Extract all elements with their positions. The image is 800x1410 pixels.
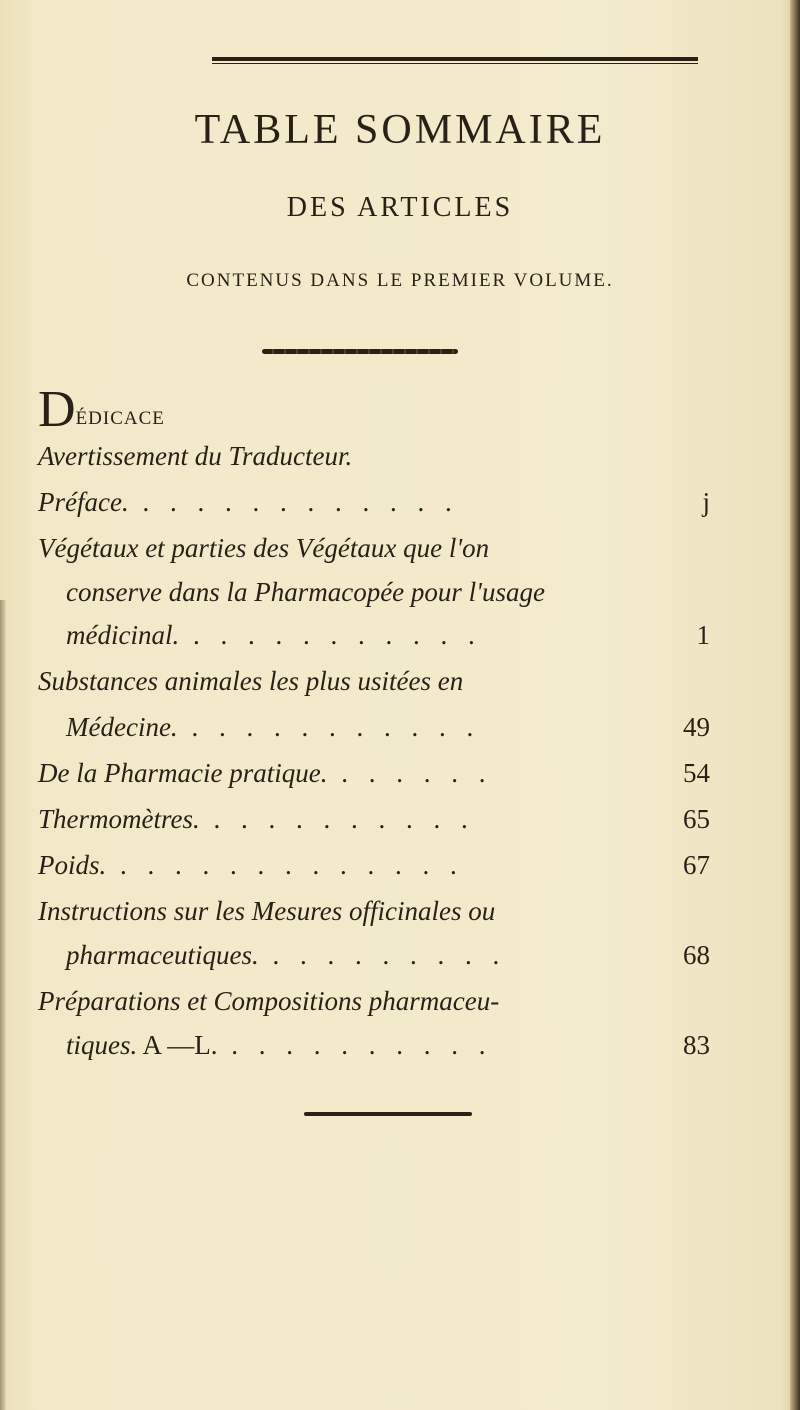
entry-page-number: 68 (683, 940, 710, 970)
entry-leader: . . . . . . . . . . (199, 804, 475, 834)
toc-entry (38, 433, 650, 479)
toc-entry (38, 479, 650, 525)
entry-page-number: 1 (696, 620, 710, 650)
entry-text: Substances animales les plus usitées en (38, 666, 464, 696)
toc-entry (38, 750, 650, 796)
entry-page-number: 54 (683, 758, 710, 788)
entry-page-number: 65 (683, 804, 710, 834)
entry-page-number: 83 (683, 1030, 710, 1060)
entry-range: A —L. (137, 1030, 218, 1060)
entry-text: conserve dans la Pharmacopée pour l'usage (66, 577, 545, 607)
entry-leader: . . . . . . . . . . . (179, 620, 482, 650)
entry-text: Préface. (38, 487, 129, 517)
dedication-label: ÉDICACE (75, 408, 165, 429)
toc-entry (38, 525, 650, 571)
entry-leader: . . . . . . (327, 758, 493, 788)
entry-text: Instructions sur les Mesures officinales ou (38, 896, 496, 926)
toc-entry (66, 704, 650, 750)
entry-text: Médecine. (66, 712, 178, 742)
entry-leader: . . . . . . . . . . . (177, 712, 481, 742)
entry-text: Avertissement du Traducteur. (38, 441, 353, 471)
closing-rule (304, 1112, 472, 1116)
entry-page-number: 67 (683, 850, 710, 880)
entry-leader: . . . . . . . . . . . . (128, 487, 459, 517)
entry-text: Végétaux et parties des Végétaux que l'on (38, 533, 490, 563)
entry-text: pharmaceutiques. (66, 940, 259, 970)
entry-leader: . . . . . . . . . . . . . (106, 850, 464, 880)
page-subsubtitle: CONTENUS DANS LE PREMIER VOLUME. (186, 270, 614, 291)
page-edge-left (0, 600, 6, 1410)
toc-entry (66, 1022, 650, 1068)
ornamental-rule (262, 349, 458, 354)
toc-entry (66, 932, 650, 978)
entry-text: Préparations et Compositions pharmaceu- (38, 986, 500, 1016)
toc-entry (38, 658, 650, 704)
top-rule-thin (212, 63, 698, 64)
toc-entry (38, 796, 650, 842)
drop-cap: D (38, 381, 76, 438)
toc-entry (38, 842, 650, 888)
entry-page-number: j (702, 487, 710, 517)
entry-text: médicinal. (66, 620, 180, 650)
page-title: TABLE SOMMAIRE (194, 107, 606, 153)
page-subtitle: DES ARTICLES (286, 192, 514, 223)
toc-entry (38, 888, 650, 934)
toc-entry (66, 569, 650, 615)
entry-text: Thermomètres. (38, 804, 200, 834)
top-rule (212, 57, 698, 61)
entry-leader: . . . . . . . . . (258, 940, 507, 970)
entry-leader: . . . . . . . . . . (217, 1030, 493, 1060)
entry-text: tiques. (66, 1030, 138, 1060)
entry-text: De la Pharmacie pratique. (38, 758, 328, 788)
dedication-line (38, 381, 165, 438)
toc-entry (66, 612, 650, 658)
entry-text: Poids. (38, 850, 107, 880)
entry-page-number: 49 (683, 712, 710, 742)
toc-entry (38, 978, 650, 1024)
